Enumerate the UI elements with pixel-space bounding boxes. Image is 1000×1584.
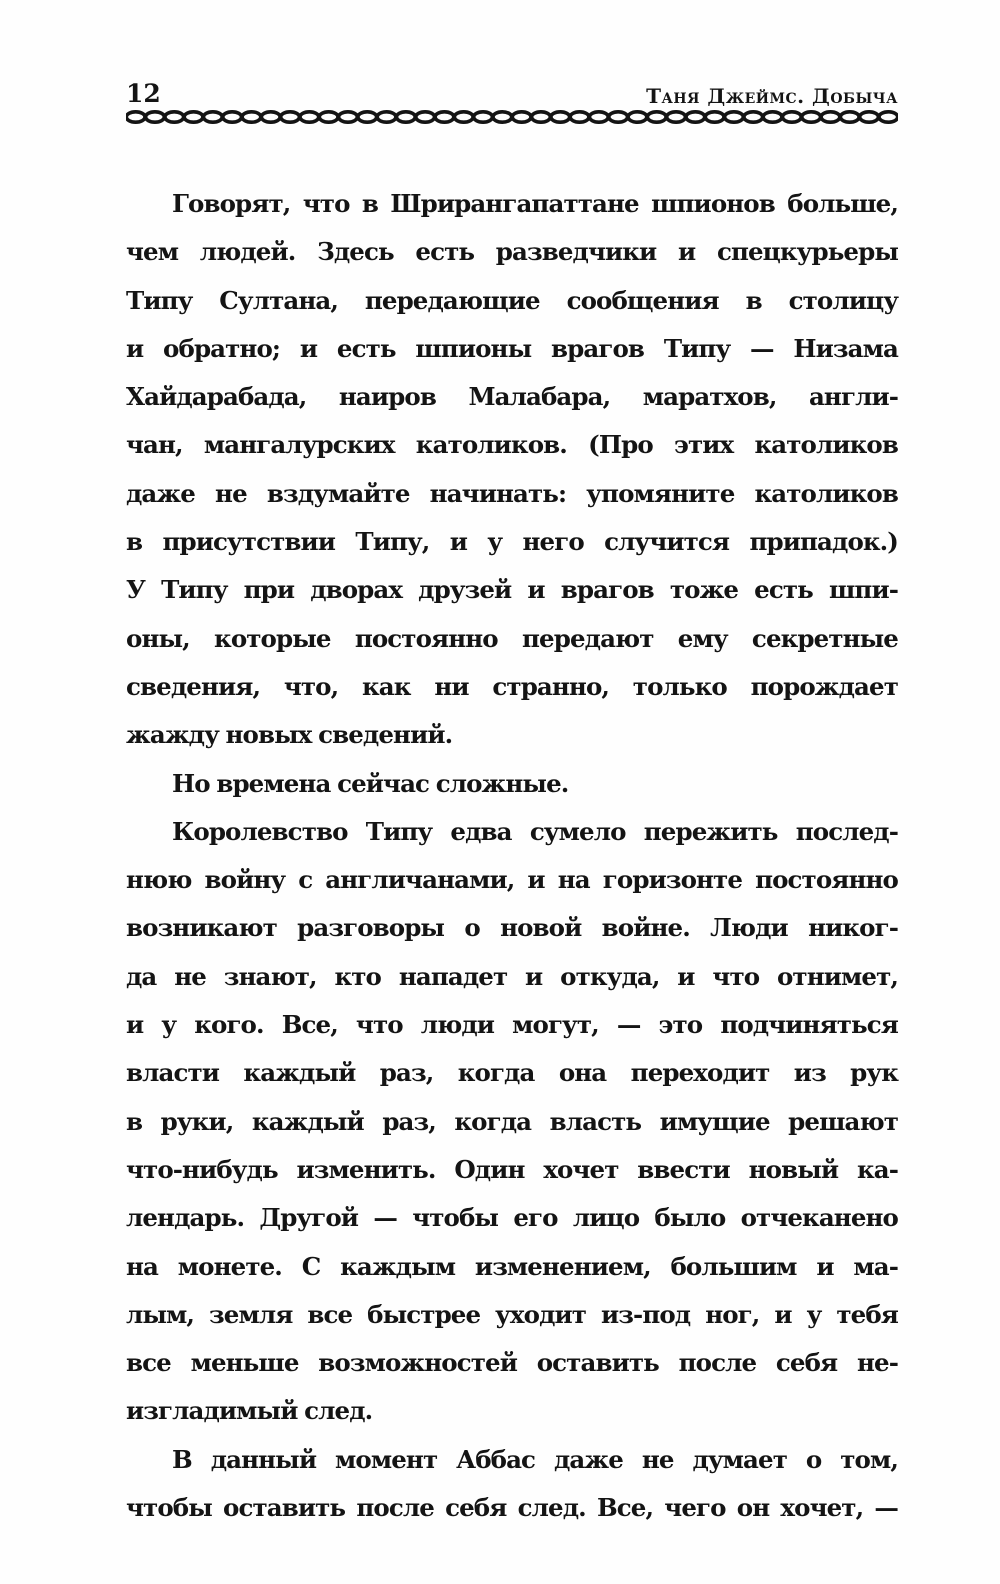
text-line: изгладимый след. — [126, 1396, 373, 1426]
text-line: В данный момент Аббас даже не думает о том, — [172, 1444, 898, 1474]
book-title: Таня Джеймс. Добыча — [646, 84, 898, 108]
text-line: жажду новых сведений. — [126, 720, 453, 750]
text-line: что-нибудь изменить. Один хочет ввести новый ка- — [126, 1154, 898, 1184]
body-text — [126, 180, 898, 1532]
text-line: чем людей. Здесь есть разведчики и спецкурьеры — [126, 237, 898, 267]
text-line: на монете. С каждым изменением, большим и ма- — [126, 1251, 898, 1281]
chain-link-rule-icon — [126, 109, 898, 125]
text-line: лендарь. Другой — чтобы его лицо было отчеканено — [126, 1203, 898, 1233]
text-line: все меньше возможностей оставить после себя не- — [126, 1348, 898, 1378]
text-line: чтобы оставить после себя след. Все, чего он хочет, — — [126, 1493, 898, 1523]
page-number: 12 — [126, 79, 161, 108]
text-line: Говорят, что в Шрирангапаттане шпионов больше, — [172, 189, 898, 218]
paragraph — [126, 1436, 898, 1533]
text-line: Королевство Типу едва сумело пережить послед- — [172, 816, 898, 846]
text-line: сведения, что, как ни странно, только порождает — [126, 671, 898, 701]
paragraph — [126, 760, 898, 808]
text-line: оны, которые постоянно передают ему секретные — [126, 623, 898, 653]
text-line: нюю войну с англичанами, и на горизонте постоянно — [126, 865, 898, 895]
text-line: власти каждый раз, когда она переходит из рук — [126, 1058, 898, 1088]
paragraph — [126, 180, 898, 760]
text-line: даже не вздумайте начинать: упомяните католиков — [126, 478, 898, 508]
text-line: чан, мангалурских католиков. (Про этих католиков — [126, 430, 898, 460]
text-line: да не знают, кто нападет и откуда, и что отнимет, — [126, 961, 898, 991]
paragraph — [126, 808, 898, 1436]
text-line: Но времена сейчас сложные. — [172, 768, 569, 798]
text-line: в присутствии Типу, и у него случится припадок.) — [126, 527, 898, 557]
running-head — [126, 70, 898, 106]
text-line: Типу Султана, передающие сообщения в столицу — [126, 285, 898, 315]
text-line: лым, земля все быстрее уходит из-под ног, и у тебя — [126, 1299, 898, 1329]
text-line: Хайдарабада, наиров Малабара, маратхов, англи- — [126, 382, 898, 412]
text-line: в руки, каждый раз, когда власть имущие решают — [126, 1106, 898, 1136]
text-line: возникают разговоры о новой войне. Люди никог- — [126, 913, 898, 943]
text-line: и обратно; и есть шпионы врагов Типу — Низама — [126, 333, 898, 363]
text-line: и у кого. Все, что люди могут, — это подчиняться — [126, 1010, 898, 1040]
text-line: У Типу при дворах друзей и врагов тоже есть шпи- — [126, 575, 898, 605]
